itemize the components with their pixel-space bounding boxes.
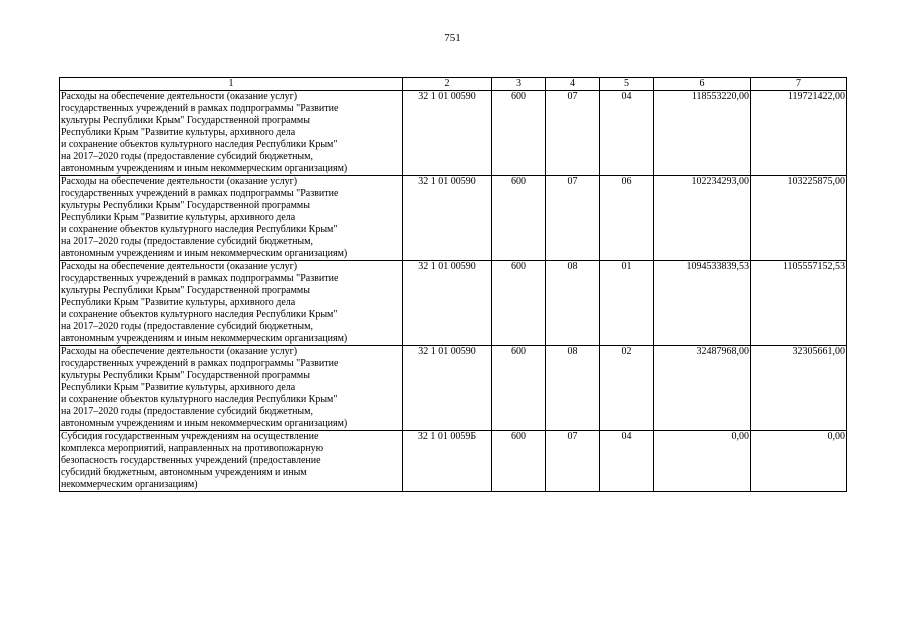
amount-cell-col6: 102234293,00 [654,176,751,261]
amount-cell-col7: 119721422,00 [751,91,847,176]
target-code-cell: 32 1 01 00590 [403,261,492,346]
header-cell: 2 [403,78,492,91]
subsection-cell: 01 [600,261,654,346]
header-cell: 5 [600,78,654,91]
amount-cell-col6: 118553220,00 [654,91,751,176]
expense-type-cell: 600 [492,346,546,431]
section-cell: 08 [546,346,600,431]
expense-name-cell: Субсидия государственным учреждениям на осуществление комплекса мероприятий, направленных на противопожарную безопасность государственных учреждений (предоставление субсидий бюджетным, автономным учреждениям и иным некоммерческим организациям) [60,431,403,492]
header-cell: 7 [751,78,847,91]
table-row [60,261,847,346]
target-code-cell: 32 1 01 0059Б [403,431,492,492]
budget-table [59,77,847,492]
section-cell: 08 [546,261,600,346]
page-number: 751 [444,32,461,44]
section-cell: 07 [546,431,600,492]
expense-type-cell: 600 [492,431,546,492]
amount-cell-col6: 32487968,00 [654,346,751,431]
table-row [60,346,847,431]
amount-cell-col6: 0,00 [654,431,751,492]
amount-cell-col7: 1105557152,53 [751,261,847,346]
header-cell: 4 [546,78,600,91]
section-cell: 07 [546,176,600,261]
expense-name-cell: Расходы на обеспечение деятельности (оказание услуг) государственных учреждений в рамках подпрограммы "Развитие культуры Республики Крым" Государственной программы Республики Крым "Развитие культуры, архивного дела и сохранение объектов культурного наследия Республики Крым" на 2017–2020 годы (предоставление субсидий бюджетным, автономным учреждениям и иным некоммерческим организациям) [60,261,403,346]
header-cell: 1 [60,78,403,91]
table-row [60,431,847,492]
amount-cell-col7: 0,00 [751,431,847,492]
subsection-cell: 06 [600,176,654,261]
expense-type-cell: 600 [492,176,546,261]
header-cell: 3 [492,78,546,91]
amount-cell-col7: 103225875,00 [751,176,847,261]
section-cell: 07 [546,91,600,176]
target-code-cell: 32 1 01 00590 [403,176,492,261]
amount-cell-col6: 1094533839,53 [654,261,751,346]
expense-type-cell: 600 [492,91,546,176]
header-cell: 6 [654,78,751,91]
subsection-cell: 02 [600,346,654,431]
expense-name-cell: Расходы на обеспечение деятельности (оказание услуг) государственных учреждений в рамках подпрограммы "Развитие культуры Республики Крым" Государственной программы Республики Крым "Развитие культуры, архивного дела и сохранение объектов культурного наследия Республики Крым" на 2017–2020 годы (предоставление субсидий бюджетным, автономным учреждениям и иным некоммерческим организациям) [60,346,403,431]
subsection-cell: 04 [600,91,654,176]
target-code-cell: 32 1 01 00590 [403,91,492,176]
table-row [60,176,847,261]
expense-name-cell: Расходы на обеспечение деятельности (оказание услуг) государственных учреждений в рамках подпрограммы "Развитие культуры Республики Крым" Государственной программы Республики Крым "Развитие культуры, архивного дела и сохранение объектов культурного наследия Республики Крым" на 2017–2020 годы (предоставление субсидий бюджетным, автономным учреждениям и иным некоммерческим организациям) [60,91,403,176]
expense-type-cell: 600 [492,261,546,346]
table-row [60,91,847,176]
expense-name-cell: Расходы на обеспечение деятельности (оказание услуг) государственных учреждений в рамках подпрограммы "Развитие культуры Республики Крым" Государственной программы Республики Крым "Развитие культуры, архивного дела и сохранение объектов культурного наследия Республики Крым" на 2017–2020 годы (предоставление субсидий бюджетным, автономным учреждениям и иным некоммерческим организациям) [60,176,403,261]
header-row [60,78,847,91]
amount-cell-col7: 32305661,00 [751,346,847,431]
target-code-cell: 32 1 01 00590 [403,346,492,431]
subsection-cell: 04 [600,431,654,492]
